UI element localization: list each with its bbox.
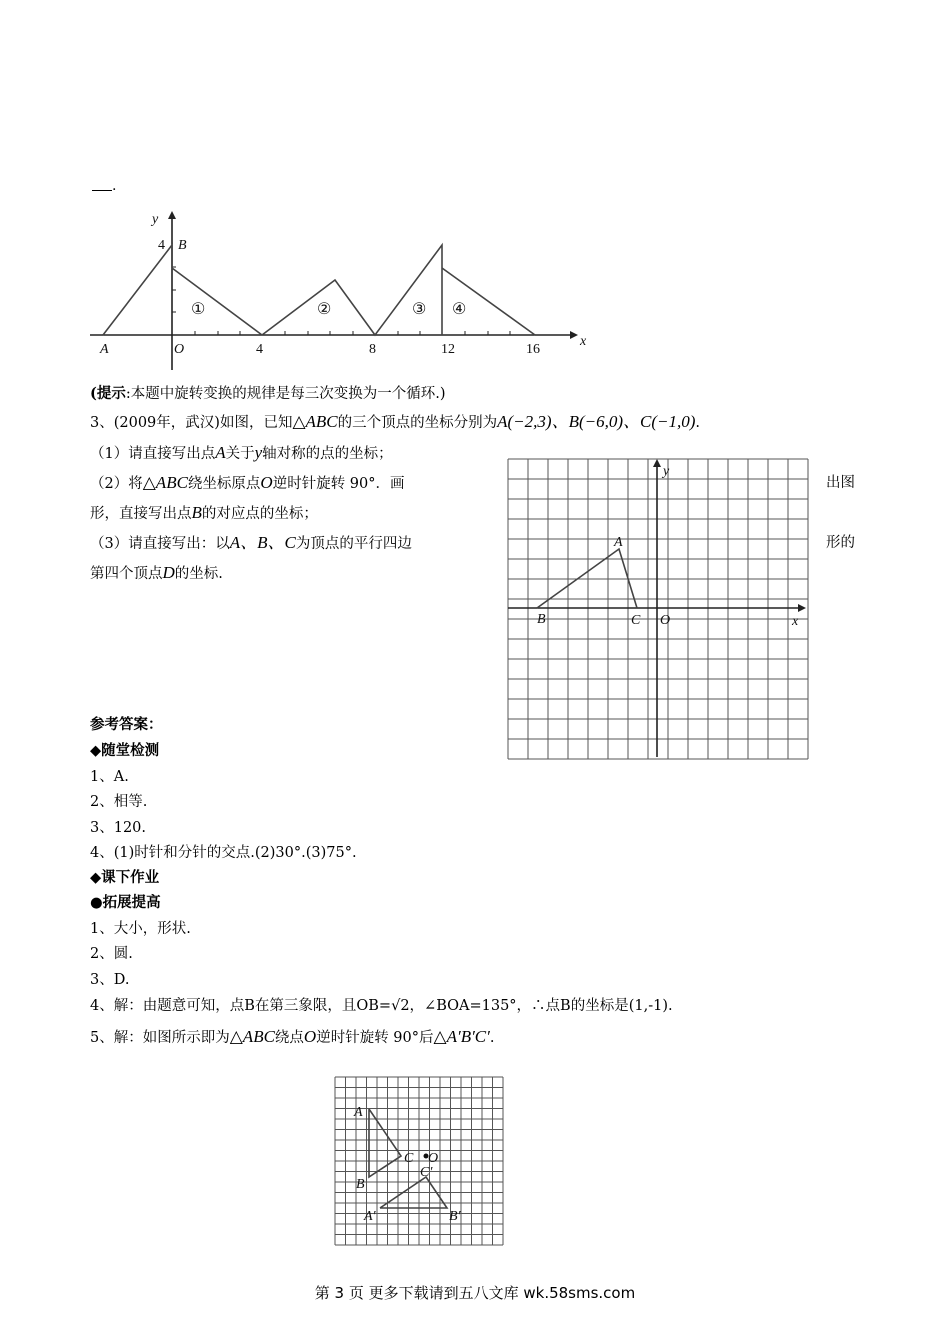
section-homework: ◆课下作业 — [90, 869, 160, 886]
ext-answer-4 — [90, 996, 673, 1016]
ext-answer-5 — [90, 1027, 494, 1048]
section-extension: ●拓展提高 — [90, 894, 161, 911]
q3-intro — [90, 412, 700, 433]
fig1-origin: O — [174, 342, 185, 357]
answers-title: 参考答案： — [90, 716, 163, 733]
q3-p2-point: B — [191, 503, 202, 522]
q3-part3 — [90, 533, 412, 554]
fig1-x-tick: 4 — [256, 342, 263, 357]
ext-answer-5-o: O — [303, 1027, 317, 1046]
fig2-origin: O — [660, 613, 671, 628]
fig3-point-a-prime: A′ — [364, 1209, 376, 1224]
q3-part3-right: 形的 — [826, 535, 855, 551]
section-in-class: ◆随堂检测 — [90, 742, 160, 759]
q3-p2-a: （2）将 — [90, 476, 143, 492]
fig3-point-b-prime: B′ — [449, 1209, 461, 1224]
blank-period: . — [112, 178, 117, 194]
q3-part3-cont — [90, 563, 223, 584]
ext-answer-5-c: 逆时针旋转 90°后 — [316, 1030, 434, 1046]
q3-end: . — [695, 415, 700, 431]
fig1-label-2: ② — [317, 301, 332, 318]
fig1-label-3: ③ — [412, 301, 427, 318]
q3-p2-b: 绕坐标原点 — [187, 476, 261, 492]
fig1-label-1: ① — [191, 301, 206, 318]
fig2-x-label: x — [792, 614, 799, 629]
fig3-point-c-prime: C′ — [420, 1165, 433, 1180]
q3-triangle: △ABC — [292, 412, 338, 431]
answer-3: 3、120. — [90, 820, 147, 836]
q3-p2-f: 的对应点的坐标； — [201, 506, 318, 522]
q3-coords: A(−2,3)、B(−6,0)、C(−1,0) — [497, 412, 696, 431]
fig3-origin: O — [428, 1151, 439, 1166]
fig1-point-a: A — [100, 342, 109, 357]
q3-p2-e: 形，直接写出点 — [90, 506, 192, 522]
q3-p3-d: 第四个顶点 — [90, 566, 163, 582]
q3-p1-b: 关于 — [225, 446, 255, 462]
q3-p1-a: （1）请直接写出点 — [90, 446, 216, 462]
q3-p3-points: A、B、C — [229, 533, 296, 552]
fig3-point-b: B — [356, 1177, 365, 1192]
hint-line — [90, 384, 446, 404]
q3-p2-c: 逆时针旋转 90°．画 — [272, 476, 405, 492]
q3-p3-e: 的坐标. — [174, 566, 223, 582]
ext-answer-4-b: ，∠BOA=135°，∴点B的坐标是(1,-1). — [409, 998, 673, 1014]
q3-p1-point: A — [215, 443, 226, 462]
figure-rotation-pattern — [80, 205, 600, 375]
fig2-point-c: C — [631, 613, 641, 628]
figure-grid-abc — [500, 455, 820, 765]
q3-part1 — [90, 443, 393, 464]
fig2-y-label: y — [663, 464, 670, 479]
ext-answer-5-b: 绕点 — [274, 1030, 304, 1046]
ext-answer-5-end: . — [489, 1030, 495, 1046]
q3-part2 — [90, 473, 405, 494]
q3-p1-c: 轴对称的点的坐标； — [262, 446, 393, 462]
fig3-point-a: A — [354, 1105, 363, 1120]
answer-4: 4、(1)时针和分针的交点.(2)30°.(3)75°. — [90, 845, 357, 861]
hint-text: :本题中旋转变换的规律是每三次变换为一个循环.) — [125, 386, 446, 402]
fig1-x-tick: 8 — [369, 342, 376, 357]
fig2-point-b: B — [537, 612, 546, 627]
q3-intro-text: 3、(2009年，武汉)如图，已知 — [90, 415, 293, 431]
answer-2: 2、相等. — [90, 794, 148, 810]
figure-grid-rotation — [330, 1072, 510, 1250]
ext-answer-3: 3、D. — [90, 972, 130, 988]
q3-p2-o: O — [260, 473, 273, 492]
q3-intro-mid: 的三个顶点的坐标分别为 — [337, 415, 498, 431]
page-footer: 第 3 页 更多下载请到五八文库 wk.58sms.com — [314, 1284, 636, 1302]
q3-p3-a: （3）请直接写出：以 — [90, 536, 230, 552]
fig1-label-4: ④ — [452, 301, 467, 318]
q3-p3-b: 为顶点的平行四边 — [295, 536, 412, 552]
fig1-point-b: B — [178, 238, 187, 253]
fig1-x-tick: 16 — [526, 342, 540, 357]
fig2-point-a: A — [614, 535, 623, 550]
ext-answer-5-tri: △ABC — [229, 1027, 275, 1046]
q3-part2-right: 出图 — [826, 475, 855, 491]
ext-answer-4-a: 4、解：由题意可知，点B在第三象限，且OB= — [90, 998, 392, 1014]
fig1-x-tick: 12 — [441, 342, 455, 357]
ext-answer-5-a: 5、解：如图所示即为 — [90, 1030, 230, 1046]
fig1-x-label: x — [580, 334, 587, 349]
fig1-y-label: y — [152, 212, 159, 227]
q3-p2-triangle: △ABC — [142, 473, 188, 492]
answer-blank — [92, 190, 112, 191]
answer-1: 1、A. — [90, 769, 129, 785]
q3-p1-y: y — [254, 443, 263, 462]
ext-answer-5-tri2: △A′B′C′ — [433, 1027, 490, 1046]
fig1-y-tick-4: 4 — [158, 238, 165, 253]
ext-answer-2: 2、圆. — [90, 946, 133, 962]
q3-p3-point: D — [162, 563, 175, 582]
q3-part2-cont — [90, 503, 318, 524]
fig3-point-c: C — [404, 1151, 414, 1166]
ext-answer-4-sqrt: √2 — [391, 998, 410, 1014]
hint-label: (提示 — [90, 385, 126, 402]
ext-answer-1: 1、大小，形状. — [90, 921, 191, 937]
